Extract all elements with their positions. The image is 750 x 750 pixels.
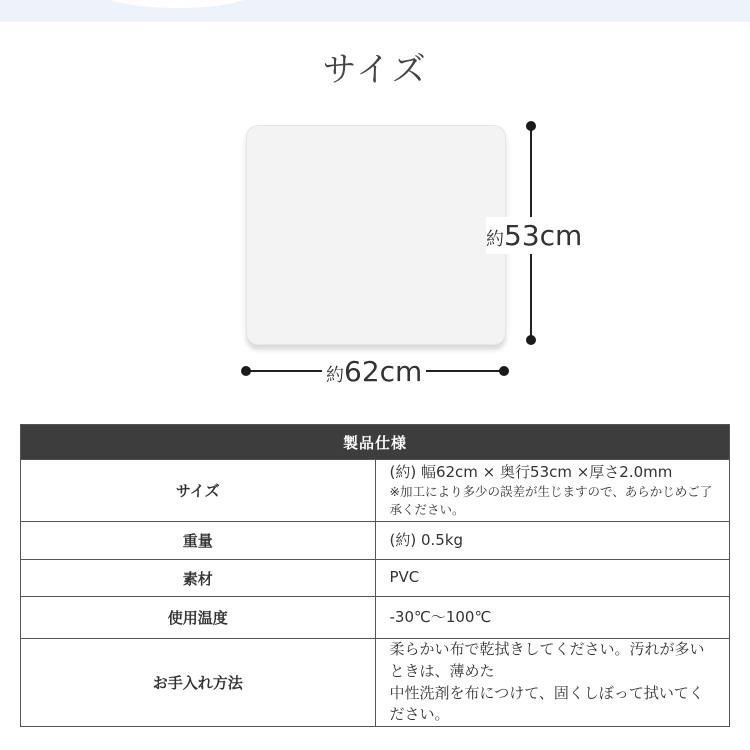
spec-value-line: (約) 幅62cm × 奥行53cm ×厚さ2.0mm — [389, 462, 673, 481]
table-row — [21, 597, 730, 639]
page-title: サイズ — [322, 50, 428, 90]
width-line-right-dot — [499, 366, 509, 376]
table-row — [21, 460, 730, 522]
spec-table-header: 製品仕様 — [21, 425, 730, 460]
table-row — [21, 639, 730, 727]
table-row — [21, 522, 730, 560]
spec-label: 重量 — [21, 522, 376, 560]
spec-label: 素材 — [21, 560, 376, 597]
width-value: 62cm — [344, 355, 423, 388]
height-line-bottom-dot — [526, 335, 536, 345]
width-line-left-dot — [241, 366, 251, 376]
spec-value — [375, 639, 730, 727]
height-line-top-dot — [526, 121, 536, 131]
spec-note: ※加工により多少の誤差が生じますので、あらかじめご了承ください。 — [389, 484, 713, 518]
spec-table — [20, 424, 730, 727]
spec-value-line: 柔らかい布で乾拭きしてください。汚れが多いときは、薄めた — [389, 640, 705, 680]
spec-value: PVC — [375, 560, 730, 597]
mat-illustration — [246, 125, 506, 345]
spec-value-line: 中性洗剤を布につけて、固くしぼって拭いてください。 — [389, 683, 704, 724]
width-dimension-label — [322, 355, 426, 388]
height-value: 53cm — [504, 219, 583, 252]
table-row — [21, 560, 730, 597]
spec-label: 使用温度 — [21, 597, 376, 639]
spec-value — [375, 460, 730, 522]
spec-header-row — [21, 425, 730, 460]
top-band — [0, 0, 750, 22]
height-prefix: 約 — [486, 229, 504, 250]
spec-value: -30℃～100℃ — [375, 597, 730, 639]
width-prefix: 約 — [326, 365, 344, 386]
spec-label: お手入れ方法 — [21, 639, 376, 727]
spec-label: サイズ — [21, 460, 376, 522]
height-dimension-label — [486, 217, 582, 254]
spec-value: (約) 0.5kg — [375, 522, 730, 560]
